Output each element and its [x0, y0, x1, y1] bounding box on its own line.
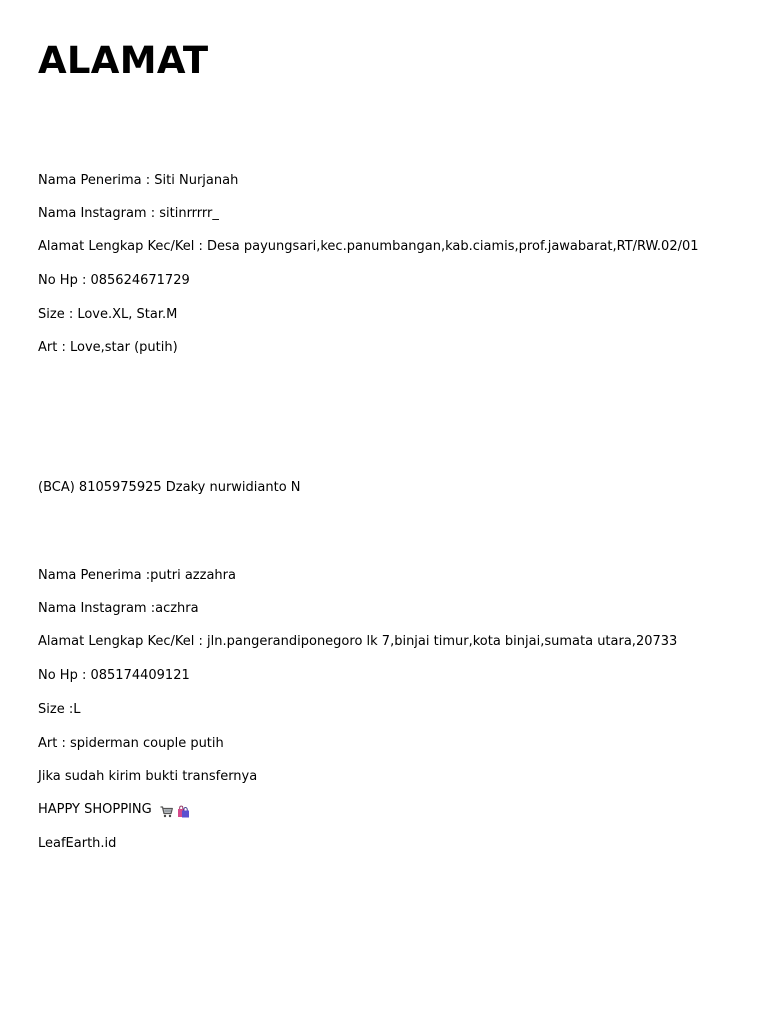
art-1: Art : Love,star (putih) [38, 340, 178, 355]
size-2: Size :L [38, 702, 81, 717]
recipient-name-2: Nama Penerima :putri azzahra [38, 568, 236, 583]
brand-name: LeafEarth.id [38, 836, 117, 851]
recipient-name-1: Nama Penerima : Siti Nurjanah [38, 173, 239, 188]
instagram-name-1: Nama Instagram : sitinrrrrr_ [38, 206, 219, 221]
shopping-cart-icon [160, 803, 173, 821]
shopping-bags-icon [177, 803, 190, 821]
page-title: ALAMAT [38, 39, 209, 82]
closing-text: HAPPY SHOPPING [38, 802, 152, 817]
phone-number-2: No Hp : 085174409121 [38, 668, 190, 683]
art-2: Art : spiderman couple putih [38, 736, 224, 751]
size-1: Size : Love.XL, Star.M [38, 307, 178, 322]
full-address-1: Alamat Lengkap Kec/Kel : Desa payungsari,kec.panumbangan,kab.ciamis,prof.jawabarat,RT/RW.02/01 [38, 239, 699, 254]
closing-line [38, 801, 190, 821]
transfer-note: Jika sudah kirim bukti transfernya [38, 769, 258, 784]
full-address-2: Alamat Lengkap Kec/Kel : jln.pangerandiponegoro lk 7,binjai timur,kota binjai,sumata utara,20733 [38, 634, 678, 649]
phone-number-1: No Hp : 085624671729 [38, 273, 190, 288]
instagram-name-2: Nama Instagram :aczhra [38, 601, 199, 616]
bank-account: (BCA) 8105975925 Dzaky nurwidianto N [38, 480, 301, 495]
